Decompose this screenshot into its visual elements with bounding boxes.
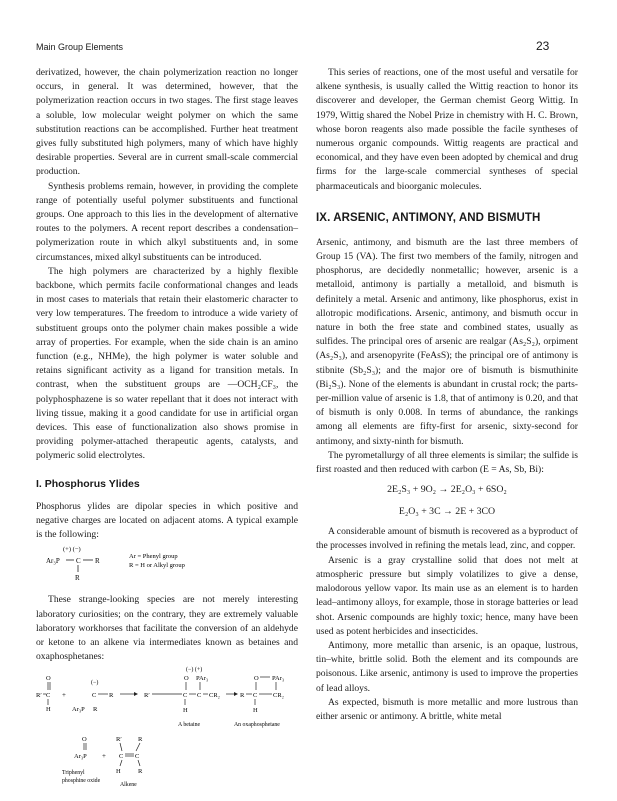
fig-ar3p: Ar₃P — [46, 557, 60, 566]
equation: E₂O₃ + 3C → 2E + 3CO — [398, 506, 496, 518]
paragraph: derivatized, however, the chain polymerization reaction no longer occurs, in general. It was determined, however, that the polymerization reaction occurs in two stages. The first stage leaves a soluble, low molecular weight polymer on which the same substitution reactions can be accomplished. Further heat treatment gives fully substituted high polymers, many of which have highly desirable properties. Several are in current small-scale commercial production. — [36, 67, 298, 178]
fig-par3: PAr₃ — [196, 675, 209, 683]
fig-bond — [138, 760, 140, 766]
paragraph: Arsenic is a gray crystalline solid that does not melt at atmospheric pressure but simply volatilizes to give a dense, malodorous yellow vapor. Its main use as an element is to harden lead–antimony alloys, for example, those in storage batteries or lead shot. Arsenic compounds are highly toxic; hence, many have been used as potent herbicides and insecticides. — [316, 554, 578, 637]
fig-r: R — [138, 736, 143, 744]
fig-legend: Ar = Phenyl group — [129, 553, 178, 561]
fig-r: R — [109, 692, 114, 700]
fig-c: C — [183, 692, 188, 700]
fig-plus: + — [62, 691, 66, 700]
page-number: 23 — [536, 39, 550, 53]
paragraph: This series of reactions, one of the most useful and versatile for alkene synthesis, is usually called the Wittig reaction to honor its discoverer and developer, the German chemist Georg Wittig. In 1979, Wittig shared the Nobel Prize in chemistry with H. C. Brown, whose boron reagents also made possible the facile syntheses of numerous organic compounds. Wittig reagents are practical and economical, and they have even been adopted by chemical and drug firms for the large-scale commercial syntheses of special pharmaceuticals and bioorganic molecules. — [316, 67, 578, 192]
fig-label: phosphine oxide — [62, 778, 101, 785]
fig-ar3p: Ar₃P — [72, 706, 85, 714]
fig-bond — [120, 760, 122, 766]
fig-arrowhead — [134, 692, 138, 696]
fig-rprime: R′ — [36, 692, 42, 700]
section-heading: I. Phosphorus Ylides — [36, 477, 140, 490]
running-title: Main Group Elements — [36, 42, 124, 52]
fig-r: R — [93, 706, 98, 714]
fig-o: O — [46, 675, 51, 683]
fig-carbon: C — [76, 557, 81, 566]
fig-r: R — [138, 768, 143, 776]
fig-label: An oxaphosphetane — [234, 722, 280, 729]
fig-h: H — [46, 706, 51, 714]
fig-charges: (+) (−) — [63, 546, 81, 554]
right-column — [316, 66, 578, 724]
paragraph: Synthesis problems remain, however, in providing the complete range of potentially useful polymer substituents and functional groups. One approach to this lies in the development of alternative routes to the polymers. A recent report describes a condensation–polymerization route in which alkyl substituents and, in some circumstances, mixed alkyl substituents can be introduced. — [36, 180, 298, 263]
paragraph: The high polymers are characterized by a highly flexible backbone, which permits facile conformational changes and leads in most cases to materials that retain their elastomeric character to very low temperatures. The freedom to introduce a wide variety of substituent groups onto the polymer chain makes possible a wide array of properties. For example, when the side chain is an amino function (e.g., NHMe), the high polymer is water soluble and retains significant activity as a ligand for transition metals. In contrast, when the substituent groups are —OCH₂CF₃, the polyphosphazene is so water repellant that it does not interact with living tissue, making it a good candidate for use in artificial organ devices. This ease of functionalization also shows promise in providing polymer-attached therapeutic agents, catalysts, and polymeric solid electrolytes. — [36, 265, 298, 462]
fig-h: H — [116, 768, 121, 776]
fig-h: H — [253, 707, 258, 715]
paragraph: Phosphorus ylides are dipolar species in which positive and negative charges are located on adjacent atoms. A typical example is the following: — [36, 500, 298, 541]
fig-c: C — [119, 753, 124, 761]
fig-arrowhead — [234, 692, 238, 696]
fig-plus: + — [102, 752, 106, 761]
fig-c: C — [135, 753, 140, 761]
equation: 2E₂S₃ + 9O₂ → 2E₂O₃ + 6SO₂ — [387, 484, 507, 496]
fig-bond — [136, 743, 140, 751]
fig-label: Triphenyl — [62, 770, 85, 777]
fig-c: C — [92, 692, 97, 700]
fig-c: C — [253, 692, 258, 700]
fig-c: C — [197, 692, 202, 700]
fig-o: O — [254, 675, 259, 683]
fig-label: Alkene — [120, 782, 137, 789]
fig-r: R — [240, 692, 245, 700]
fig-charge: (−) — [91, 680, 99, 687]
paragraph: As expected, bismuth is more metallic and more lustrous than either arsenic or antimony. A brittle, white metal — [316, 696, 578, 722]
paragraph: The pyrometallurgy of all three elements is similar; the sulfide is first roasted and then reduced with carbon (E = As, Sb, Bi): — [316, 449, 578, 476]
fig-r: R — [75, 574, 80, 583]
fig-ar3p: Ar₃P — [74, 753, 87, 761]
fig-rprime: R′ — [144, 692, 150, 700]
fig-c: C — [46, 692, 51, 700]
left-column — [36, 66, 298, 801]
paragraph: These strange-looking species are not merely interesting laboratory curiosities; on the contrary, they are extremely valuable laboratory workhorses that facilitate the conversion of an aldehyde or ketone to an alkene via intermediates known as betaines and oxaphosphetanes: — [36, 594, 298, 663]
fig-r: R — [95, 557, 100, 566]
paragraph: A considerable amount of bismuth is recovered as a byproduct of the processes involved in refining the metals lead, zinc, and copper. — [316, 526, 578, 552]
fig-cr2: CR₂ — [273, 692, 284, 700]
fig-h: H — [183, 707, 188, 715]
fig-charges: (−) (+) — [186, 667, 203, 674]
paragraph: Antimony, more metallic than arsenic, is an opaque, lustrous, tin–white, brittle solid. Both the element and its compounds are poisonous. Like arsenic, antimony is used to improve the properties of lead alloys. — [316, 639, 578, 694]
fig-label: A betaine — [178, 722, 201, 729]
fig-bond — [120, 743, 122, 751]
wittig-mechanism-figure — [36, 664, 298, 796]
paragraph: Arsenic, antimony, and bismuth are the last three members of Group 15 (VA). The first two members of the family, nitrogen and phosphorus, are decidedly nonmetallic; however, arsenic is a metalloid, antimony is partially a metalloid, and bismuth is definitely a metal. Arsenic and antimony, like phosphorus, exist in allotropic modifications. Arsenic, antimony, and bismuth occur in nature in both the free state and combined states, usually as sulfides. The principal ores of arsenic are realgar (As₂S₂), orpiment (As₂S₃), and arsenopyrite (FeAsS); the principal ore of antimony is stibnite (Sb₂S₃); and the major ore of bismuth is bismuthinite (Bi₂S₃). None of the elements is abundant in crustal rock; the parts-per-million value of arsenic is 1.8, that of antimony is 0.20, and that of bismuth is only 0.008. In terms of abundance, the rankings among all elements are fifty-first for arsenic, sixty-second for antimony, and sixty-ninth for bismuth. — [316, 236, 578, 447]
fig-cr2: CR₂ — [209, 692, 220, 700]
section-heading: IX. ARSENIC, ANTIMONY, AND BISMUTH — [316, 211, 541, 224]
fig-o: O — [184, 675, 189, 683]
fig-rprime: R′ — [116, 736, 122, 744]
fig-legend: R = H or Alkyl group — [129, 562, 185, 570]
fig-o: O — [82, 736, 87, 744]
ylide-structure-figure — [36, 542, 298, 588]
fig-par3: PAr₃ — [272, 675, 285, 683]
